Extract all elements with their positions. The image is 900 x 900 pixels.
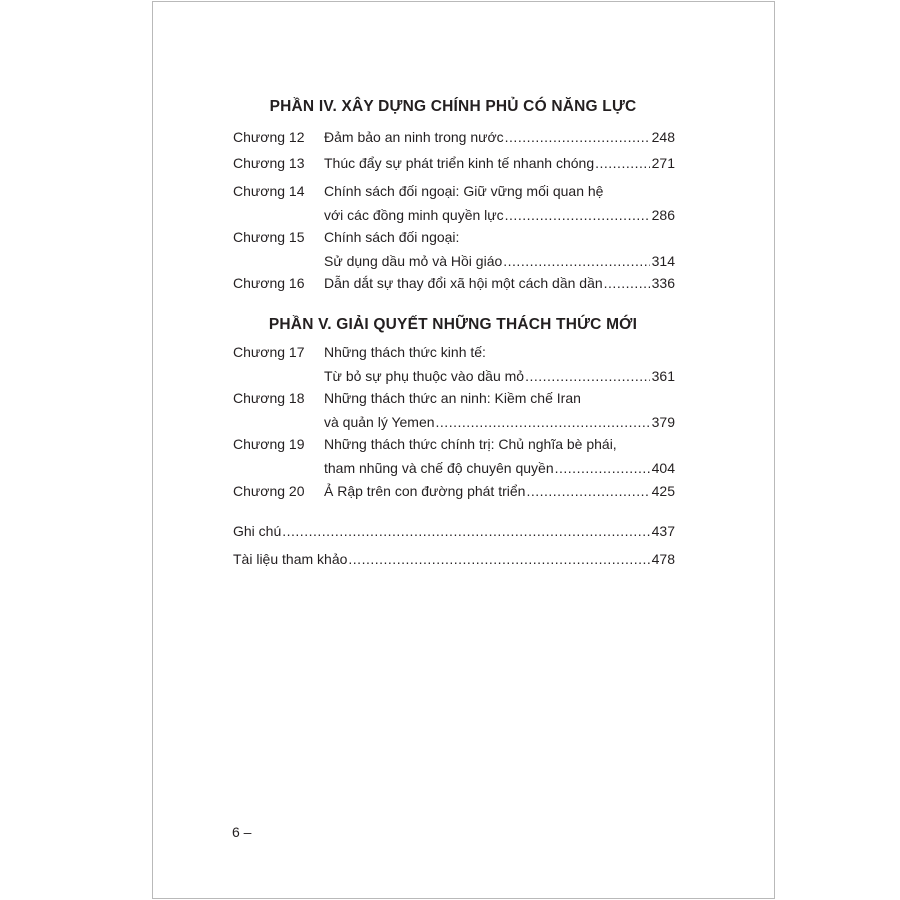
chapter-title: Những thách thức kinh tế:: [324, 344, 486, 360]
page-number: 286: [651, 207, 675, 223]
section-heading-part-5: PHẦN V. GIẢI QUYẾT NHỮNG THÁCH THỨC MỚI: [268, 316, 638, 333]
backmatter-title: Ghi chú: [233, 523, 282, 539]
chapter-title-continued: với các đồng minh quyền lực: [324, 207, 504, 223]
toc-entry-chapter-19[interactable]: [233, 432, 675, 480]
chapter-title: Những thách thức an ninh: Kiềm chế Iran: [324, 390, 581, 406]
toc-entry-chapter-20[interactable]: [233, 479, 675, 503]
toc-entry-chapter-16[interactable]: [233, 271, 675, 295]
dot-leader: [526, 479, 649, 503]
dot-leader: [604, 271, 650, 295]
page-number: 437: [651, 523, 675, 539]
dot-leader: [282, 519, 649, 543]
dot-leader: [348, 547, 649, 571]
page-number: 379: [651, 414, 675, 430]
backmatter-title: Tài liệu tham khảo: [233, 551, 348, 567]
page-number: 314: [651, 253, 675, 269]
chapter-title-continued: và quản lý Yemen: [324, 414, 435, 430]
folio-page-number: 6 –: [232, 824, 252, 840]
chapter-title: Đảm bảo an ninh trong nước: [324, 129, 504, 145]
dot-leader: [595, 151, 650, 175]
chapter-title: Thúc đẩy sự phát triển kinh tế nhanh chóng: [324, 155, 595, 171]
chapter-title: Dẫn dắt sự thay đổi xã hội một cách dần dần: [324, 275, 603, 291]
dot-leader: [503, 249, 649, 273]
toc-entry-chapter-17[interactable]: [233, 340, 675, 388]
section-heading-part-4: PHẦN IV. XÂY DỰNG CHÍNH PHỦ CÓ NĂNG LỰC: [269, 98, 637, 115]
chapter-label: Chương 19: [233, 436, 305, 452]
chapter-title: Những thách thức chính trị: Chủ nghĩa bè phái,: [324, 436, 617, 452]
chapter-label: Chương 17: [233, 344, 305, 360]
chapter-label: Chương 13: [233, 155, 305, 171]
toc-entry-chapter-13[interactable]: [233, 151, 675, 175]
dot-leader: [505, 203, 650, 227]
dot-leader: [505, 125, 650, 149]
dot-leader: [436, 410, 650, 434]
chapter-label: Chương 18: [233, 390, 305, 406]
chapter-label: Chương 16: [233, 275, 305, 291]
toc-entry-chapter-12[interactable]: [233, 125, 675, 149]
chapter-title: Chính sách đối ngoại: Giữ vững mối quan hệ: [324, 183, 604, 199]
chapter-title: Chính sách đối ngoại:: [324, 229, 460, 245]
page-number: 248: [651, 129, 675, 145]
toc-entry-chapter-14[interactable]: [233, 179, 675, 227]
chapter-title: Ả Rập trên con đường phát triển: [324, 483, 526, 499]
toc-entry-chapter-18[interactable]: [233, 386, 675, 434]
chapter-label: Chương 14: [233, 183, 305, 199]
chapter-label: Chương 15: [233, 229, 305, 245]
dot-leader: [555, 456, 650, 480]
dot-leader: [525, 364, 650, 388]
page-number: 404: [651, 460, 675, 476]
toc-entry-notes[interactable]: [233, 519, 675, 543]
chapter-title-continued: tham nhũng và chế độ chuyên quyền: [324, 460, 554, 476]
chapter-title-continued: Sử dụng dầu mỏ và Hồi giáo: [324, 253, 503, 269]
page-number: 336: [651, 275, 675, 291]
page-number: 361: [651, 368, 675, 384]
toc-entry-chapter-15[interactable]: [233, 225, 675, 273]
chapter-title-continued: Từ bỏ sự phụ thuộc vào dầu mỏ: [324, 368, 525, 384]
page-number: 478: [651, 551, 675, 567]
toc-entry-references[interactable]: [233, 547, 675, 571]
page-number: 425: [651, 483, 675, 499]
chapter-label: Chương 12: [233, 129, 305, 145]
chapter-label: Chương 20: [233, 483, 305, 499]
page-number: 271: [651, 155, 675, 171]
